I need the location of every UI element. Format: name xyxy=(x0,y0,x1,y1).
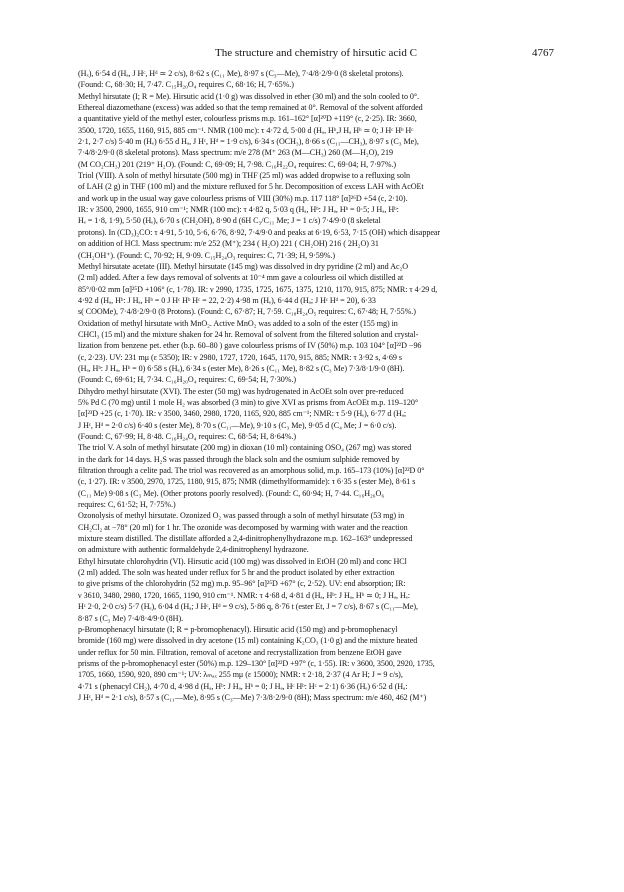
text-line: bromide (160 mg) were dissolved in dry acetone (15 ml) containing K₂CO₃ (1·0 g) and the mixture heated xyxy=(78,636,418,646)
text-line: 4·71 s (phenacyl CH₂), 4·70 d, 4·98 d (Hₐ, Hᵇ: J Hₐ, Hᵇ = 0; J Hₐ, Hᶜ Hᵇ: Hᶜ = 2·1) 6·36 (Hₑ) 6·52 d (Hₐ: xyxy=(78,681,408,691)
text-line: 1705, 1660, 1590, 920, 890 cm⁻¹; UV: λₘₐₓ 255 mμ (ε 15000); NMR: τ 2·18, 2·37 (4 Ar H; J = 9 c/s), xyxy=(78,670,403,680)
text-line: to give prisms of the chlorohydrin (52 mg) m.p. 95–96° [α]²⁵D +67° (c, 2·52). UV: end absorption; IR: xyxy=(78,579,406,589)
text-line: Ethereal diazomethane (excess) was added so that the temp remained at 0°. Removal of the solvent afforded xyxy=(78,103,423,113)
text-line: (Hₓ), 6·54 d (Hₐ, J Hᶜ, Hᵈ ≃ 2 c/s), 8·62 s (C₁₁ Me), 8·97 s (C₃—Me), 7·4/8·2/9·0 (8 skeletal protons). xyxy=(78,69,404,78)
text-line: 85°/0·02 mm [α]²⁵D +106° (c, 1·78). IR: ν 2990, 1735, 1725, 1675, 1375, 1210, 1170, 915, 875; NMR: τ 4·29 d, xyxy=(78,284,438,294)
experimental-text xyxy=(78,68,552,703)
text-line: on addition of HCl. Mass spectrum: m/e 252 (M⁺); 234 ( H₂O) 221 ( CH₂OH) 216 ( 2H₂O) 31 xyxy=(78,239,379,249)
text-line: (2 ml) added. After a few days removal of solvents at 10⁻⁴ mm gave a colourless oil which distilled at xyxy=(78,273,404,283)
text-line: requires: C, 61·52; H, 7·75%.) xyxy=(78,500,176,510)
text-line: mixture steam distilled. The distillate afforded a 2,4-dinitrophenylhydrazone m.p. 162–163° undepressed xyxy=(78,534,413,544)
text-line: (Hₐ, Hᵇ: J Hₐ, Hᵇ = 0) 6·58 s (Hₐ), 6·34 s (ester Me), 8·26 s (C₁₁ Me), 8·82 s (C₃ Me) 7·3/8·1/9·0 (8H). xyxy=(78,363,405,373)
text-line: protons). In (CD₃)₂CO: τ 4·91, 5·10, 5·6, 6·76, 8·92, 7·4/9·0 and peaks at 6·19, 6·53, 7·15 (OH) which disappear xyxy=(78,227,441,237)
text-line: 7·4/8·2/9·0 (8 skeletal protons). Mass spectrum: m/e 278 (M⁺ 263 (M—CH₃) 260 (M—H₂O), 219 xyxy=(78,148,394,158)
text-line: CH₂Cl₂ at −78° (20 ml) for 1 hr. The ozonide was decomposed by warming with water and the reaction xyxy=(78,522,408,532)
text-line: 8·87 s (C₃ Me) 7·4/8·4/9·0 (8H). xyxy=(78,613,184,623)
text-line: filtration through a celite pad. The triol was recovered as an amorphous solid, m.p. 165–173 (10%) [α]²²D 0° xyxy=(78,466,425,476)
text-line: CHCl₃ (15 ml) and the mixture shaken for 24 hr. Removal of solvent from the filtered solution and crystal- xyxy=(78,329,419,339)
text-line: a quantitative yield of the methyl ester, colourless prisms m.p. 161–162° [α]²⁰D +119° (c, 2·25). IR: 3660, xyxy=(78,114,417,124)
running-head xyxy=(78,47,554,63)
text-line: Hᶜ 2·0, 2·0 c/s) 5·7 (Hₑ), 6·04 d (Hₐ; J Hᶜ, Hᵈ = 9 c/s), 5·86 q, 8·76 t (ester Et, J = 7 c/s), 8·67 s (C₁₁—Me), xyxy=(78,602,418,612)
text-line: (2 ml) added. The soln was heated under reflux for 5 hr and the product isolated by ether extraction xyxy=(78,568,395,578)
text-line: (M CO₂CH₃) 201 (219⁺ H₂O). (Found: C, 69·09; H, 7·98. C₁₆H₂₂O₄ requires: C, 69·04; H, 7·97%.) xyxy=(78,159,397,169)
text-line: under reflux for 50 min. Filtration, removal of acetone and recrystallization from benzene EtOH gave xyxy=(78,647,402,657)
text-line: Dihydro methyl hirsutate (XVI). The ester (50 mg) was hydrogenated in AcOEt soln over pre-reduced xyxy=(78,386,404,396)
text-line: p-Bromophenacyl hirsutate (I; R = p-bromophenacyl). Hirsutic acid (150 mg) and p-bromophenacyl xyxy=(78,624,398,634)
text-line: 3500, 1720, 1655, 1160, 915, 885 cm⁻¹. NMR (100 mc): τ 4·72 d, 5·00 d (Hₐ, Hᵇ,J Hₐ Hᵇ ≃ 0; J Hᶜ Hᵇ Hᶜ xyxy=(78,125,414,135)
text-line: Hₑ = 1·8, 1·9), 5·50 (Hₑ), 6·70 s (CH₂OH), 8·90 d (6H C₃/C₁₁ Me; J = 1 c/s) 7·4/9·0 (8 skeletal xyxy=(78,216,381,226)
text-line: (CH₂OH⁺). (Found: C, 70·92; H, 9·09. C₁₅H₂₄O₃ requires: C, 71·39; H, 9·59%.) xyxy=(78,250,336,260)
text-line: Oxidation of methyl hirsutate with MnO₂. Active MnO₂ was added to a soln of the ester (155 mg) in xyxy=(78,318,398,328)
text-line: (Found: C, 67·99; H, 8·48. C₁₆H₂₄O₄ requires: C, 68·54; H, 8·64%.) xyxy=(78,432,297,441)
text-line: J Hᶜ, Hᵈ = 2·1 c/s), 8·57 s (C₁₁—Me), 8·95 s (C₃—Me) 7·3/8·2/9·0 (8H); Mass spectrum: m/e 460, 462 (M⁺) xyxy=(78,692,427,702)
text-line: Ethyl hirsutate chlorohydrin (VI). Hirsutic acid (100 mg) was dissolved in EtOH (20 ml) and conc HCl xyxy=(78,556,407,566)
text-line: (Found: C, 69·61; H, 7·34. C₁₆H₂₀O₄ requires: C, 69·54; H, 7·30%.) xyxy=(78,375,297,385)
text-line: The triol V. A soln of methyl hirsutate (200 mg) in dioxan (10 ml) containing OSO₄ (267 mg) was stored xyxy=(78,443,412,453)
text-line: of LAH (2 g) in THF (100 ml) and the mixture refluxed for 5 hr. Decomposition of excess LAH with AcOEt xyxy=(78,182,424,192)
text-line: lization from benzene pet. ether (b.p. 60–80 ) gave colourless prisms of IV (50%) m.p. 103 104° [α]²²D −96 xyxy=(78,341,422,351)
page-number: 4767 xyxy=(532,47,554,59)
text-line: Methyl hirsutate (I; R = Me). Hirsutic acid (1·0 g) was dissolved in ether (30 ml) and the soln cooled to 0°. xyxy=(78,91,420,101)
text-line: ν 3610, 3480, 2980, 1720, 1665, 1190, 910 cm⁻¹. NMR: τ 4·68 d, 4·81 d (Hₐ, Hᵇ: J Hₐ, Hᵇ ≃ 0; J Hₐ, Hₑ: xyxy=(78,590,411,600)
text-line: (c, 1·27). IR: ν 3500, 2970, 1725, 1180, 915, 875; NMR (dimethylformamide): τ 6·35 s (ester Me), 8·61 s xyxy=(78,477,416,487)
text-line: J Hᶜ, Hᵈ = 2·0 c/s) 6·40 s (ester Me), 8·70 s (C₁₁—Me), 9·10 s (C₃ Me), 9·05 d (C₄ Me; J = 6·0 c/s). xyxy=(78,420,397,430)
text-line: 4·92 d (Hₐ, Hᵇ: J Hₐ, Hᵇ = 0 J Hᶜ Hᵇ Hᶜ = 22, 2·2) 4·98 m (Hₑ), 6·44 d (Hₐ; J Hᶜ Hᵈ = 20), 6·33 xyxy=(78,295,376,305)
text-line: 2·1, 2·7 c/s) 5·40 m (Hₑ) 6·55 d Hₐ, J Hᶜ, Hᵈ = 1·9 c/s), 6·34 s (OCH₃), 8·66 s (C₁₁—CH₃), 8·97 s (C₃ Me), xyxy=(78,137,419,147)
text-line: (Found: C, 68·30; H, 7·47. C₁₅H₂₀O₄ requires C, 68·16; H, 7·65%.) xyxy=(78,80,294,90)
text-line: and work up in the usual way gave colourless prisms of VIII (30%) m.p. 117 118° [α]²⁶D +54 (c, 2·10). xyxy=(78,193,408,203)
text-line: Triol (VIII). A soln of methyl hirsutate (500 mg) in THF (25 ml) was added dropwise to a refluxing soln xyxy=(78,171,411,181)
text-line: in the dark for 14 days. H₂S was passed through the black soln and the osmium sulphide removed by xyxy=(78,454,400,464)
text-line: 5% Pd C (70 mg) until 1 mole H₂ was absorbed (3 min) to give XVI as prisms from AcOEt m.p. 119–120° xyxy=(78,397,419,407)
text-line: [α]²³D +25 (c, 1·70). IR: ν 3500, 3460, 2980, 1720, 1165, 920, 885 cm⁻¹; NMR: τ 5·9 (Hₑ), 6·77 d (Hₐ; xyxy=(78,409,407,419)
text-line: IR: ν 3500, 2900, 1655, 910 cm⁻¹; NMR (100 mc): τ 4·82 q, 5·03 q (Hₐ, Hᵇ: J Hₐ, Hᵇ = 0·5; J Hₐ, Hᵇ: xyxy=(78,205,399,215)
text-line: s( COOMe), 7·4/8·2/9·0 (8 Protons). (Found: C, 67·87; H, 7·59. C₁₈H₂₄O₅ requires: C, 67·48; H, 7·55%.) xyxy=(78,307,416,317)
text-line: (c, 2·23). UV: 231 mμ (ε 5350); IR: ν 2980, 1727, 1720, 1645, 1170, 915, 885; NMR: τ 3·92 s, 4·69 s xyxy=(78,352,402,362)
text-line: prisms of the p-bromophenacyl ester (50%) m.p. 129–130° [α]²²D +97° (c, 1·55). IR: ν 3600, 3500, 2920, 1735, xyxy=(78,658,435,668)
text-line: Ozonolysis of methyl hirsutate. Ozonized O₂ was passed through a soln of methyl hirsutate (53 mg) in xyxy=(78,511,405,521)
text-line: Methyl hirsutate acetate (III). Methyl hirsutate (145 mg) was dissolved in dry pyridine (2 ml) and Ac₂O xyxy=(78,261,409,271)
running-head-title: The structure and chemistry of hirsutic acid C xyxy=(215,47,417,59)
text-line: (C₁₁ Me) 9·08 s (C₃ Me). (Other protons poorly resolved). (Found: C, 60·94; H, 7·44. C₁₆H₂₆O₆ xyxy=(78,488,385,498)
text-line: on admixture with authentic formaldehyde 2,4-dinitrophenyl hydrazone. xyxy=(78,545,309,555)
